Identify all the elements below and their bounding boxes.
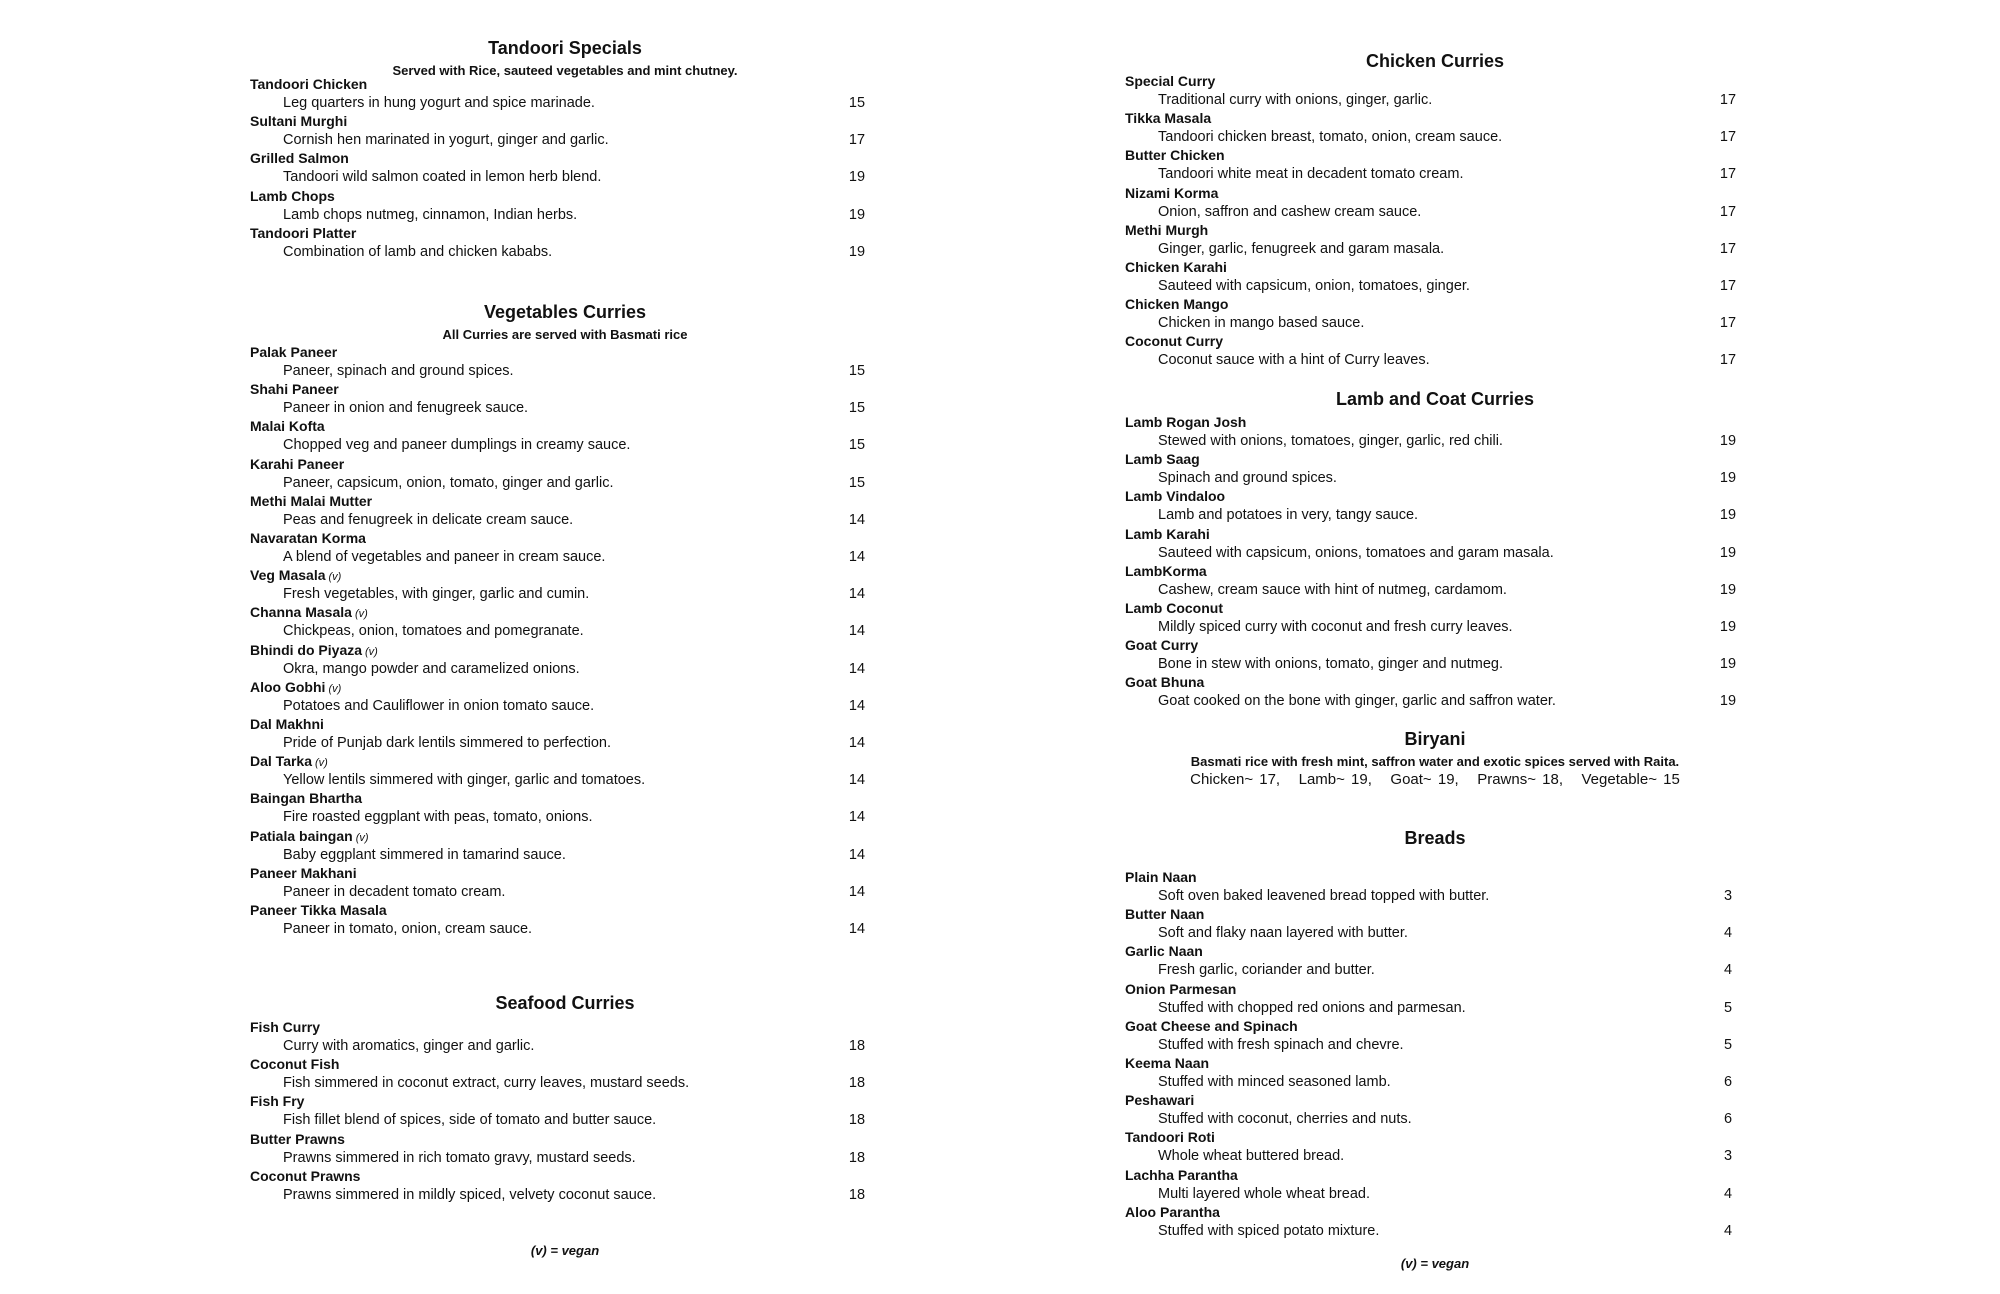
item-description: Bone in stew with onions, tomato, ginger and nutmeg. [1158, 656, 1503, 673]
item-price: 3 [1723, 1148, 1733, 1165]
item-price: 14 [848, 623, 866, 640]
item-price: 17 [1719, 166, 1737, 183]
item-description: A blend of vegetables and paneer in cream sauce. [283, 549, 606, 565]
item-description: Chopped veg and paneer dumplings in creamy sauce. [283, 437, 631, 454]
item-name [1125, 943, 1203, 959]
section-title: Tandoori Specials [488, 38, 642, 58]
item-price: 19 [1719, 544, 1737, 561]
item-name-text: Chicken Mango [1125, 296, 1229, 313]
menu-item [250, 418, 880, 455]
item-description: Prawns simmered in mildly spiced, velvety coconut sauce. [283, 1186, 657, 1203]
menu-item [250, 642, 880, 679]
item-name-text: Paneer Tikka Masala [250, 902, 387, 918]
menu-item [250, 456, 880, 493]
item-name [250, 865, 357, 881]
item-name-text: Veg Masala [250, 567, 326, 584]
item-name-text: Sultani Murghi [250, 113, 348, 130]
item-description: Baby eggplant simmered in tamarind sauce. [283, 846, 566, 863]
item-price: 14 [848, 921, 866, 937]
menu-item [1125, 869, 1745, 906]
menu-item [1125, 488, 1745, 525]
menu-item [250, 381, 880, 418]
item-name [250, 716, 324, 732]
item-description: Multi layered whole wheat bread. [1158, 1185, 1370, 1202]
menu-item [1125, 333, 1745, 370]
item-name-text: Aloo Parantha [1125, 1203, 1220, 1220]
item-name-text: Butter Prawns [250, 1130, 345, 1147]
item-description: Goat cooked on the bone with ginger, garlic and saffron water. [1158, 693, 1556, 710]
item-name-text: Lachha Parantha [1125, 1166, 1238, 1183]
item-name-text: Lamb Saag [1125, 451, 1200, 468]
item-name [1125, 869, 1197, 885]
item-name [250, 113, 347, 129]
item-price: 15 [848, 437, 866, 454]
item-name-text: Goat Curry [1125, 637, 1199, 654]
item-description: Stuffed with fresh spinach and chevre. [1158, 1036, 1404, 1053]
vegan-tag: (v) [328, 682, 342, 695]
menu-item [1125, 943, 1745, 980]
item-name [1125, 451, 1200, 467]
item-name [1125, 73, 1215, 89]
menu-item [1125, 906, 1745, 943]
item-price: 14 [848, 846, 866, 863]
item-price: 14 [848, 586, 866, 603]
item-price: 17 [848, 132, 866, 149]
menu-item [250, 567, 880, 604]
item-price: 17 [1719, 203, 1737, 220]
item-price: 19 [1719, 619, 1737, 635]
item-price: 14 [848, 660, 866, 677]
item-name-text: Malai Kofta [250, 418, 325, 435]
item-description: Combination of lamb and chicken kababs. [283, 243, 553, 260]
item-price: 5 [1723, 999, 1733, 1016]
item-name [1125, 147, 1225, 163]
item-description: Fish fillet blend of spices, side of tomato and butter sauce. [283, 1112, 657, 1129]
section-title: Seafood Curries [495, 993, 635, 1013]
item-name-text: Lamb Rogan Josh [1125, 414, 1247, 430]
item-description: Soft oven baked leavened bread topped with butter. [1158, 888, 1490, 904]
menu-item [1125, 526, 1745, 563]
section-subtitle: Served with Rice, sauteed vegetables and mint chutney. [392, 63, 738, 78]
menu-item [1125, 1018, 1745, 1055]
item-name-text: Lamb Chops [250, 187, 335, 204]
item-price: 4 [1723, 1185, 1733, 1202]
item-price: 6 [1723, 1074, 1733, 1090]
item-price: 14 [848, 511, 866, 528]
item-name [1125, 222, 1208, 238]
item-name-text: Dal Tarka [250, 753, 312, 770]
menu-item [250, 790, 880, 827]
vegan-tag: (v) [315, 757, 328, 770]
item-name-text: Baingan Bhartha [250, 790, 363, 807]
item-description: Chicken in mango based sauce. [1158, 315, 1365, 332]
item-name-text: Coconut Curry [1125, 333, 1223, 350]
item-name [1125, 333, 1223, 349]
item-name-text: Dal Makhni [250, 716, 324, 732]
item-description: Fresh vegetables, with ginger, garlic and cumin. [283, 586, 590, 603]
menu-item [250, 1056, 880, 1093]
menu-item [1125, 600, 1745, 637]
item-price: 19 [1719, 507, 1737, 524]
item-price: 19 [1719, 693, 1737, 710]
menu-item [250, 76, 880, 113]
item-price: 14 [848, 549, 866, 565]
item-description: Cashew, cream sauce with hint of nutmeg, cardamom. [1158, 581, 1507, 598]
menu-item [1125, 222, 1745, 259]
item-price: 19 [1719, 433, 1737, 449]
menu-item [250, 902, 880, 939]
menu-item [1125, 110, 1745, 147]
item-name-text: Coconut Prawns [250, 1167, 361, 1184]
item-name [250, 753, 328, 769]
item-name-text: Bhindi do Piyaza [250, 641, 363, 658]
menu-item [250, 344, 880, 381]
item-name [1125, 1167, 1238, 1183]
item-name-text: Palak Paneer [250, 344, 338, 360]
item-name [250, 493, 372, 509]
section-title: Breads [1404, 828, 1466, 848]
menu-item [1125, 296, 1745, 333]
menu-item [1125, 981, 1745, 1018]
menu-item [1125, 1129, 1745, 1166]
item-description: Stewed with onions, tomatoes, ginger, garlic, red chili. [1158, 433, 1503, 449]
item-name-text: Chicken Karahi [1125, 259, 1227, 275]
item-name [250, 76, 367, 92]
item-name [250, 381, 339, 397]
item-description: Potatoes and Cauliflower in onion tomato sauce. [283, 697, 595, 714]
item-price: 19 [1719, 581, 1737, 598]
menu-item [250, 530, 880, 567]
item-description: Paneer in decadent tomato cream. [283, 883, 506, 900]
item-name-text: Grilled Salmon [250, 150, 349, 167]
item-name-text: Coconut Fish [250, 1056, 340, 1073]
item-description: Lamb chops nutmeg, cinnamon, Indian herbs. [283, 206, 578, 223]
menu-item [250, 1093, 880, 1130]
section-title: Vegetables Curries [483, 302, 647, 322]
item-name [1125, 563, 1207, 579]
item-name-text: Tandoori Platter [250, 224, 357, 241]
menu-item [250, 113, 880, 150]
item-price: 15 [848, 400, 866, 417]
item-name-text: Onion Parmesan [1125, 980, 1237, 997]
item-name-text: Fish Fry [250, 1093, 305, 1110]
menu-item [250, 716, 880, 753]
item-name [1125, 1092, 1194, 1108]
item-description: Paneer, spinach and ground spices. [283, 363, 514, 379]
item-price: 17 [1719, 278, 1737, 294]
item-description: Okra, mango powder and caramelized onions. [283, 660, 580, 677]
menu-item [250, 1019, 880, 1056]
menu-item [250, 828, 880, 865]
item-name [250, 225, 356, 241]
item-name [1125, 185, 1218, 201]
item-price: 4 [1723, 962, 1733, 979]
item-price: 14 [848, 772, 866, 789]
item-name [250, 456, 344, 472]
item-price: 19 [848, 243, 866, 260]
item-description: Lamb and potatoes in very, tangy sauce. [1158, 507, 1419, 524]
item-price: 17 [1719, 240, 1737, 257]
menu-item [250, 865, 880, 902]
item-description: Ginger, garlic, fenugreek and garam masala. [1158, 240, 1445, 257]
item-name [1125, 906, 1204, 922]
item-description: Onion, saffron and cashew cream sauce. [1158, 203, 1422, 220]
item-description: Spinach and ground spices. [1158, 470, 1337, 487]
item-name [250, 567, 341, 583]
menu-item [1125, 1055, 1745, 1092]
item-price: 18 [848, 1075, 866, 1092]
item-description: Mildly spiced curry with coconut and fresh curry leaves. [1158, 619, 1513, 635]
item-price: 4 [1723, 1222, 1733, 1239]
item-name-text: Aloo Gobhi [250, 678, 326, 695]
item-price: 17 [1719, 352, 1737, 369]
item-price: 15 [848, 474, 866, 491]
item-name [1125, 1204, 1220, 1220]
section-title: Chicken Curries [1365, 51, 1505, 71]
menu-item [1125, 1204, 1745, 1241]
item-price: 19 [848, 169, 866, 186]
item-description: Paneer in tomato, onion, cream sauce. [283, 921, 533, 937]
menu-item [1125, 674, 1745, 711]
item-description: Stuffed with spiced potato mixture. [1158, 1222, 1380, 1239]
item-name-text: Butter Chicken [1125, 147, 1225, 164]
item-name [1125, 600, 1223, 616]
item-name [1125, 1018, 1298, 1034]
item-description: Sauteed with capsicum, onion, tomatoes, ginger. [1158, 278, 1470, 294]
item-name [250, 679, 341, 695]
item-name [1125, 981, 1236, 997]
item-name [1125, 1055, 1209, 1071]
item-name-text: Tandoori Roti [1125, 1129, 1215, 1146]
item-name [250, 902, 387, 918]
item-description: Traditional curry with onions, ginger, garlic. [1158, 92, 1433, 108]
item-name [250, 1093, 304, 1109]
item-price: 19 [1719, 656, 1737, 673]
biryani-price-list: Chicken~ 17, Lamb~ 19, Goat~ 19, Prawns~ 18, Vegetable~ 15 [1190, 771, 1680, 788]
item-description: Fresh garlic, coriander and butter. [1158, 962, 1375, 979]
menu-item [250, 225, 880, 262]
item-name [250, 150, 349, 166]
item-description: Curry with aromatics, ginger and garlic. [283, 1038, 535, 1054]
item-name-text: Shahi Paneer [250, 381, 339, 398]
vegan-tag: (v) [365, 645, 378, 658]
item-description: Sauteed with capsicum, onions, tomatoes and garam masala. [1158, 544, 1554, 561]
item-name [1125, 110, 1211, 126]
item-name-text: Goat Bhuna [1125, 674, 1205, 691]
section-title: Biryani [1404, 729, 1466, 749]
item-description: Tandoori chicken breast, tomato, onion, cream sauce. [1158, 129, 1503, 146]
menu-item [1125, 185, 1745, 222]
item-name-text: Channa Masala [250, 604, 352, 621]
item-name [250, 188, 335, 204]
vegan-tag: (v) [328, 571, 342, 584]
section-title: Lamb and Coat Curries [1335, 389, 1535, 409]
item-name-text: Nizami Korma [1125, 184, 1219, 201]
item-description: Yellow lentils simmered with ginger, garlic and tomatoes. [283, 772, 646, 789]
menu-item [1125, 414, 1745, 451]
item-price: 17 [1719, 92, 1737, 108]
item-name [1125, 1129, 1215, 1145]
item-name-text: Butter Naan [1125, 906, 1205, 923]
item-name-text: Garlic Naan [1125, 943, 1203, 960]
item-name-text: Lamb Karahi [1125, 525, 1210, 542]
item-price: 6 [1723, 1111, 1733, 1128]
menu-item [1125, 73, 1745, 110]
item-name [250, 344, 337, 360]
item-price: 18 [848, 1112, 866, 1129]
vegan-tag: (v) [355, 831, 369, 844]
item-name [250, 1056, 339, 1072]
item-price: 5 [1723, 1036, 1733, 1053]
item-name-text: Peshawari [1125, 1092, 1195, 1109]
item-name [250, 418, 325, 434]
item-price: 4 [1723, 925, 1733, 942]
item-price: 17 [1719, 129, 1737, 146]
item-name [250, 530, 366, 546]
item-name [1125, 637, 1198, 653]
item-price: 19 [848, 206, 866, 223]
menu-item [250, 604, 880, 641]
item-name-text: Keema Naan [1125, 1055, 1210, 1071]
item-description: Cornish hen marinated in yogurt, ginger and garlic. [283, 132, 609, 149]
item-description: Peas and fenugreek in delicate cream sauce. [283, 511, 574, 528]
item-price: 19 [1719, 470, 1737, 487]
item-price: 14 [848, 809, 866, 826]
item-name-text: LambKorma [1125, 562, 1207, 579]
item-name-text: Patiala baingan [250, 827, 353, 844]
item-price: 14 [848, 697, 866, 714]
item-description: Leg quarters in hung yogurt and spice marinade. [283, 95, 595, 111]
item-name-text: Karahi Paneer [250, 455, 345, 472]
item-description: Fire roasted eggplant with peas, tomato, onions. [283, 809, 593, 826]
menu-item [1125, 451, 1745, 488]
item-description: Coconut sauce with a hint of Curry leaves. [1158, 352, 1430, 369]
menu-item [250, 493, 880, 530]
section-subtitle: Basmati rice with fresh mint, saffron water and exotic spices served with Raita. [1190, 754, 1680, 769]
item-description: Prawns simmered in rich tomato gravy, mustard seeds. [283, 1149, 636, 1166]
menu-item [1125, 637, 1745, 674]
item-description: Paneer in onion and fenugreek sauce. [283, 400, 529, 417]
item-price: 17 [1719, 315, 1737, 332]
menu-item [1125, 1167, 1745, 1204]
item-price: 14 [848, 735, 866, 751]
item-description: Fish simmered in coconut extract, curry leaves, mustard seeds. [283, 1075, 690, 1092]
item-price: 18 [848, 1186, 866, 1203]
item-name-text: Paneer Makhani [250, 864, 357, 881]
item-description: Stuffed with chopped red onions and parmesan. [1158, 999, 1466, 1016]
item-name [1125, 488, 1225, 504]
item-price: 15 [848, 363, 866, 379]
menu-item [250, 1131, 880, 1168]
menu-item [1125, 1092, 1745, 1129]
item-name-text: Methi Murgh [1125, 221, 1209, 238]
vegan-tag: (v) [354, 608, 368, 621]
item-description: Pride of Punjab dark lentils simmered to perfection. [283, 735, 612, 751]
item-description: Soft and flaky naan layered with butter. [1158, 925, 1408, 942]
item-description: Tandoori white meat in decadent tomato cream. [1158, 166, 1464, 183]
item-name [250, 604, 368, 620]
vegan-footnote: (v) = vegan [530, 1243, 600, 1258]
item-description: Whole wheat buttered bread. [1158, 1148, 1345, 1165]
item-name [1125, 259, 1227, 275]
item-description: Stuffed with minced seasoned lamb. [1158, 1074, 1391, 1090]
item-name [250, 1131, 345, 1147]
menu-item [250, 150, 880, 187]
vegan-footnote: (v) = vegan [1400, 1256, 1470, 1271]
item-price: 18 [848, 1038, 866, 1054]
item-name-text: Special Curry [1125, 73, 1216, 89]
item-name [250, 828, 369, 844]
item-price: 15 [848, 95, 866, 111]
menu-item [250, 679, 880, 716]
item-price: 3 [1723, 888, 1733, 904]
item-name [1125, 414, 1246, 430]
item-name-text: Lamb Coconut [1125, 600, 1223, 616]
menu-item [250, 188, 880, 225]
menu-item [1125, 563, 1745, 600]
item-name-text: Navaratan Korma [250, 530, 366, 546]
menu-item [250, 753, 880, 790]
item-description: Stuffed with coconut, cherries and nuts. [1158, 1111, 1412, 1128]
item-name-text: Lamb Vindaloo [1125, 488, 1226, 505]
item-name [250, 642, 378, 658]
item-name-text: Tandoori Chicken [250, 76, 368, 92]
item-name [1125, 296, 1228, 312]
item-description: Chickpeas, onion, tomatoes and pomegranate. [283, 623, 584, 640]
item-price: 18 [848, 1149, 866, 1166]
item-name [250, 790, 362, 806]
item-name [250, 1019, 320, 1035]
section-subtitle: All Curries are served with Basmati rice [442, 327, 688, 342]
item-description: Paneer, capsicum, onion, tomato, ginger and garlic. [283, 474, 614, 491]
menu-item [250, 1168, 880, 1205]
item-name-text: Plain Naan [1125, 869, 1197, 885]
menu-item [1125, 259, 1745, 296]
item-name-text: Tikka Masala [1125, 110, 1212, 127]
item-name [1125, 674, 1204, 690]
item-name [1125, 526, 1210, 542]
item-name-text: Methi Malai Mutter [250, 492, 373, 509]
item-name-text: Fish Curry [250, 1019, 321, 1035]
item-price: 14 [848, 883, 866, 900]
item-name [250, 1168, 360, 1184]
item-name-text: Goat Cheese and Spinach [1125, 1017, 1298, 1034]
item-description: Tandoori wild salmon coated in lemon herb blend. [283, 169, 602, 186]
menu-item [1125, 147, 1745, 184]
